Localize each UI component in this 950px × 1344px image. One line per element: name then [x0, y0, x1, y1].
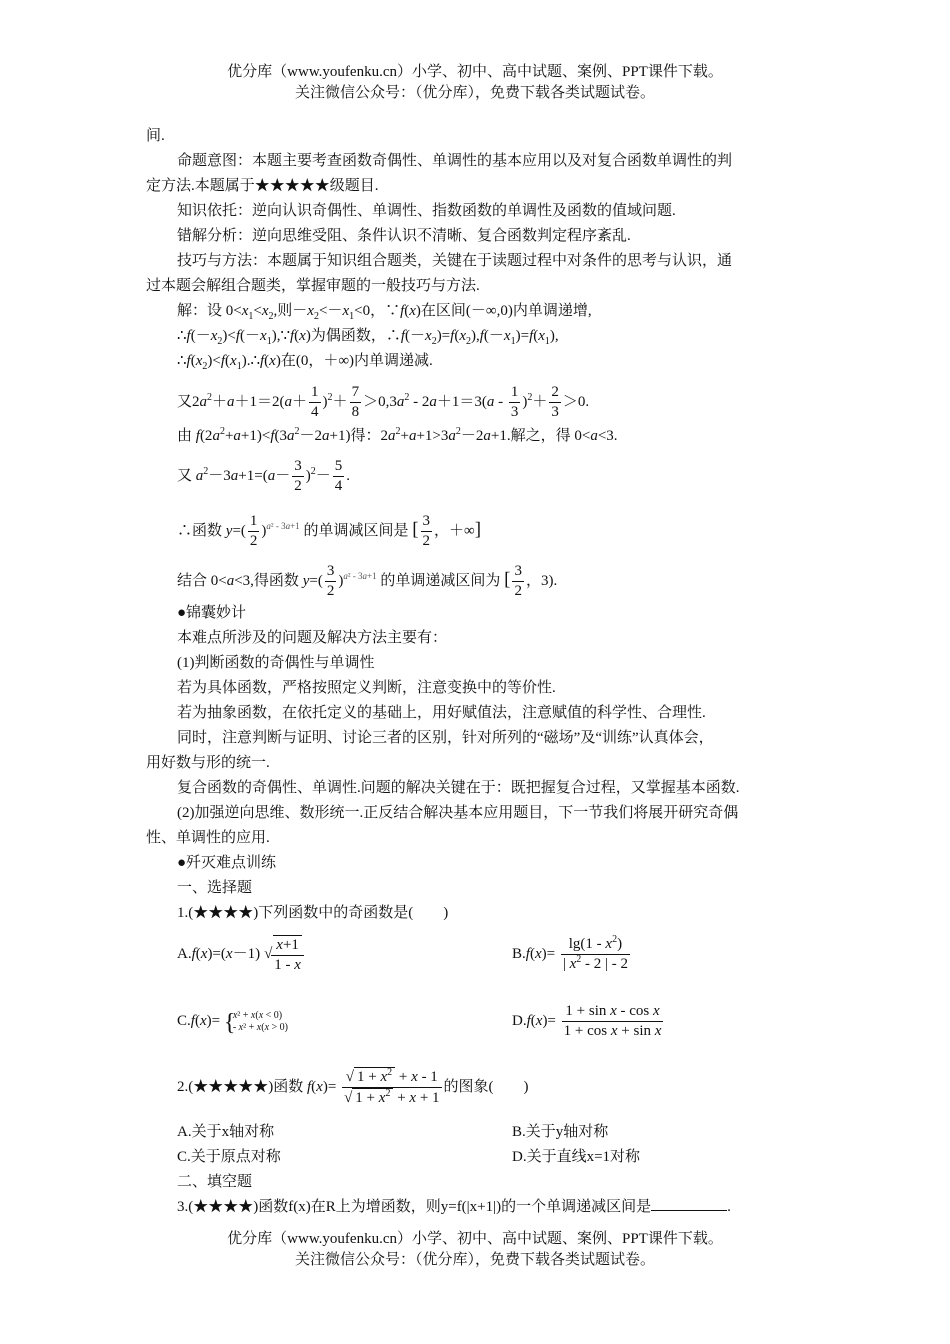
intent-line-2: 定方法.本题属于★★★★★级题目. — [146, 178, 379, 194]
question-3: 3.(★★★★)函数f(x)在R上为增函数，则y=f(|x+1|)的一个单调递减区间是 . — [177, 1195, 731, 1219]
tips-line-6: 复合函数的奇偶性、单调性.问题的解决关键在于：既把握复合过程，又掌握基本函数. — [177, 780, 740, 796]
formula-conclusion: 结合 0<a<3,得函数 y=( $\frac{3}{2}$ )$^{a^2 - 3a+1}$ 的单调递减区间为 [ $\frac{3}{2}$ ，3). — [177, 563, 558, 600]
q2-option-b: B.关于y轴对称 — [512, 1124, 609, 1140]
error-analysis: 错解分析：逆向思维受阻、条件认识不清晰、复合函数判定程序紊乱. — [177, 228, 631, 244]
tips-line-3: 若为具体函数，严格按照定义判断，注意变换中的等价性. — [177, 680, 556, 696]
section-training: ●歼灭难点训练 — [177, 855, 277, 871]
tips-line-7b: 性、单调性的应用. — [146, 830, 270, 846]
footer-line-1: 优分库（www.youfenku.cn）小学、初中、高中试题、案例、PPT课件下载。 — [227, 1231, 723, 1247]
formula-positivity: 又$2a^2+a+1=2(a+$ $\frac{1}{4}$ )$^2$＋ $\frac{7}{8}$ $>0,3a^2 - 2a+1=3(a$ - $\frac{1}{3}$ )$^2$＋ $\frac{2}{3}$ ＞0. — [177, 384, 590, 421]
header-line-2: 关注微信公众号：（优分库），免费下载各类试题试卷。 — [294, 85, 655, 101]
q2-prefix: 2.(★★★★★)函数 — [177, 1079, 304, 1095]
q2-option-a: A.关于x轴对称 — [177, 1124, 275, 1140]
header-line-1: 优分库（www.youfenku.cn）小学、初中、高中试题、案例、PPT课件下载。 — [227, 64, 723, 80]
q1-option-b: B.f(x)= $\frac{\lg(1 - x^2)}{| x^2 - 2 | - 2}$ — [512, 934, 629, 973]
intent-line-1: 命题意图：本题主要考查函数奇偶性、单调性的基本应用以及对复合函数单调性的判 — [177, 153, 733, 169]
part-choice: 一、选择题 — [177, 880, 253, 896]
part-fill: 二、填空题 — [177, 1174, 253, 1190]
question-1: 1.(★★★★)下列函数中的奇函数是( ) — [177, 905, 449, 921]
section-tips: ●锦囊妙计 — [177, 605, 247, 621]
question-2: 2.(★★★★★)函数 f(x)= $\frac{√ 1 + x^2 + x - 1}{√ 1 + x^2 + x + 1}$ 的图象( ) — [177, 1067, 529, 1107]
footer-line-2: 关注微信公众号：（优分库），免费下载各类试题试卷。 — [294, 1252, 655, 1268]
formula-decreasing-interval: ∴函数 y=( $\frac{1}{2}$ )$^{a^2 - 3a+1}$ 的单调减区间是 [ $\frac{3}{2}$ ，＋∞] — [177, 513, 482, 550]
piecewise-brace: { x² + x(x < 0) - x² + x(x > 0) — [224, 1010, 288, 1034]
tips-line-5a: 同时，注意判断与证明、讨论三者的区别，针对所列的“磁场”及“训练”认真体会， — [177, 730, 714, 746]
solution-line-2: $\therefore f(-x_2)<f(-x_1),\because f(x)$为偶函数，$\therefore f(-x_2)=f(x_2),f(-x_1)=f(x_1)$, — [177, 328, 559, 347]
q2-option-d: D.关于直线x=1对称 — [512, 1149, 641, 1165]
page-header — [0, 62, 950, 104]
paragraph-continuation: 间. — [146, 128, 165, 144]
q2-option-c: C.关于原点对称 — [177, 1149, 281, 1165]
method-line-1: 技巧与方法：本题属于知识组合题类，关键在于读题过程中对条件的思考与认识，通 — [177, 253, 733, 269]
q1-option-d: D.f(x)= $\frac{\text{1 + sin x - cos x}}{\text{1 + cos x + sin x}}$ — [512, 1003, 662, 1040]
answer-blank[interactable] — [651, 1196, 727, 1211]
q2-suffix: 的图象( ) — [443, 1079, 529, 1095]
tips-line-1: 本难点所涉及的问题及解决方法主要有： — [177, 630, 448, 646]
tips-line-7a: (2)加强逆向思维、数形统一.正反结合解决基本应用题目，下一节我们将展开研究奇偶 — [177, 805, 739, 821]
q1-option-c: C.f(x)= { x² + x(x < 0) - x² + x(x > 0) — [177, 999, 288, 1043]
solution-line-4: 由 $f(2a^2+a+1)<f(3a^2-2a+1)$得：$2a^2+a+1>3a^2-2a+1$.解之，得 0<a<3. — [177, 426, 618, 444]
tips-line-5b: 用好数与形的统一. — [146, 755, 270, 771]
knowledge-basis: 知识依托：逆向认识奇偶性、单调性、指数函数的单调性及函数的值域问题. — [177, 203, 676, 219]
page-footer — [0, 1229, 950, 1271]
method-line-2: 过本题会解组合题类，掌握审题的一般技巧与方法. — [146, 278, 480, 294]
solution-line-3: $\therefore f(x_2)<f(x_1).\therefore f(x)$在(0，＋∞)内单调递减. — [177, 353, 433, 372]
q3-text: 3.(★★★★)函数f(x)在R上为增函数，则y=f(|x+1|)的一个单调递减区间是 — [177, 1199, 652, 1215]
tips-line-4: 若为抽象函数，在依托定义的基础上，用好赋值法，注意赋值的科学性、合理性. — [177, 705, 706, 721]
formula-vertex: 又 $a^2-3a+1=(a-$ $\frac{3}{2}$ )$^2$－ $\frac{5}{4}$ . — [177, 458, 350, 495]
tips-line-2: (1)判断函数的奇偶性与单调性 — [177, 655, 375, 671]
solution-line-1: 解：设 $0<x_1<x_2$,则$-x_2<-x_1<0$，∵f(x)在区间(－∞,0)内单调递增, — [177, 303, 592, 322]
q1-option-a: A.f(x)=(x－1) √ $\frac{x+1}{1 - x}$ — [177, 932, 306, 976]
